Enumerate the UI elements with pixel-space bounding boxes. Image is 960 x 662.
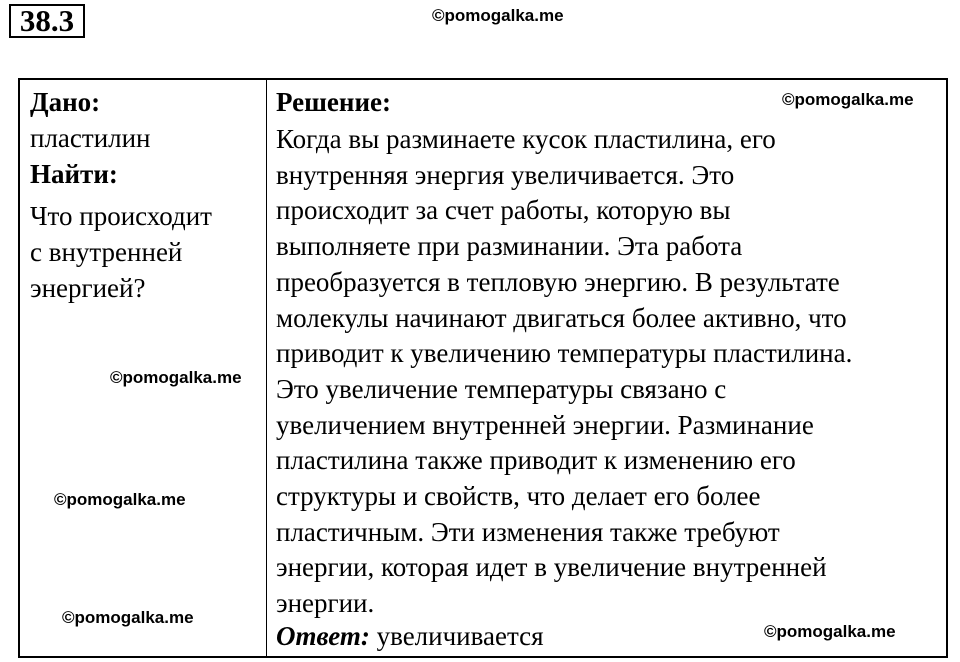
find-line: Что происходит xyxy=(30,201,212,231)
answer-value: увеличивается xyxy=(376,621,544,651)
solution-line: молекулы начинают двигаться более активно, что xyxy=(276,302,847,333)
find-heading: Найти: xyxy=(30,159,118,189)
given-column xyxy=(30,84,260,306)
watermark: ©pomogalka.me xyxy=(764,622,896,641)
solution-line: преобразуется в тепловую энергию. В результате xyxy=(276,266,840,297)
solution-line: пластичным. Эти изменения также требуют xyxy=(276,516,780,547)
solution-line: структуры и свойств, что делает его более xyxy=(276,481,761,512)
solution-line: увеличением внутренней энергии. Разминание xyxy=(276,409,814,440)
watermark: ©pomogalka.me xyxy=(782,90,914,109)
solution-line: приводит к увеличению температуры пластилина. xyxy=(276,338,853,369)
column-divider xyxy=(266,80,267,656)
find-line: энергией? xyxy=(30,273,146,303)
solution-line: выполняете при разминании. Эта работа xyxy=(276,231,743,262)
problem-number: 38.3 xyxy=(9,4,85,38)
solution-line: энергии. xyxy=(276,588,375,619)
solution-column xyxy=(276,84,944,622)
solution-line: энергии, которая идет в увеличение внутренней xyxy=(276,552,827,583)
solution-line: происходит за счет работы, которую вы xyxy=(276,195,731,226)
solution-heading: Решение: xyxy=(276,87,391,117)
watermark: ©pomogalka.me xyxy=(432,6,564,25)
answer xyxy=(276,618,544,654)
solution-line: пластилина также приводит к изменению его xyxy=(276,445,796,476)
given-value: пластилин xyxy=(30,123,151,153)
find-line: с внутренней xyxy=(30,237,183,267)
solution-line: Это увеличение температуры связано с xyxy=(276,373,727,404)
solution-line: внутренняя энергия увеличивается. Это xyxy=(276,159,735,190)
given-heading: Дано: xyxy=(30,87,101,117)
watermark: ©pomogalka.me xyxy=(54,490,186,509)
solution-line: Когда вы разминаете кусок пластилина, его xyxy=(276,124,776,154)
watermark: ©pomogalka.me xyxy=(110,368,242,387)
answer-label: Ответ: xyxy=(276,621,370,651)
watermark: ©pomogalka.me xyxy=(62,608,194,627)
